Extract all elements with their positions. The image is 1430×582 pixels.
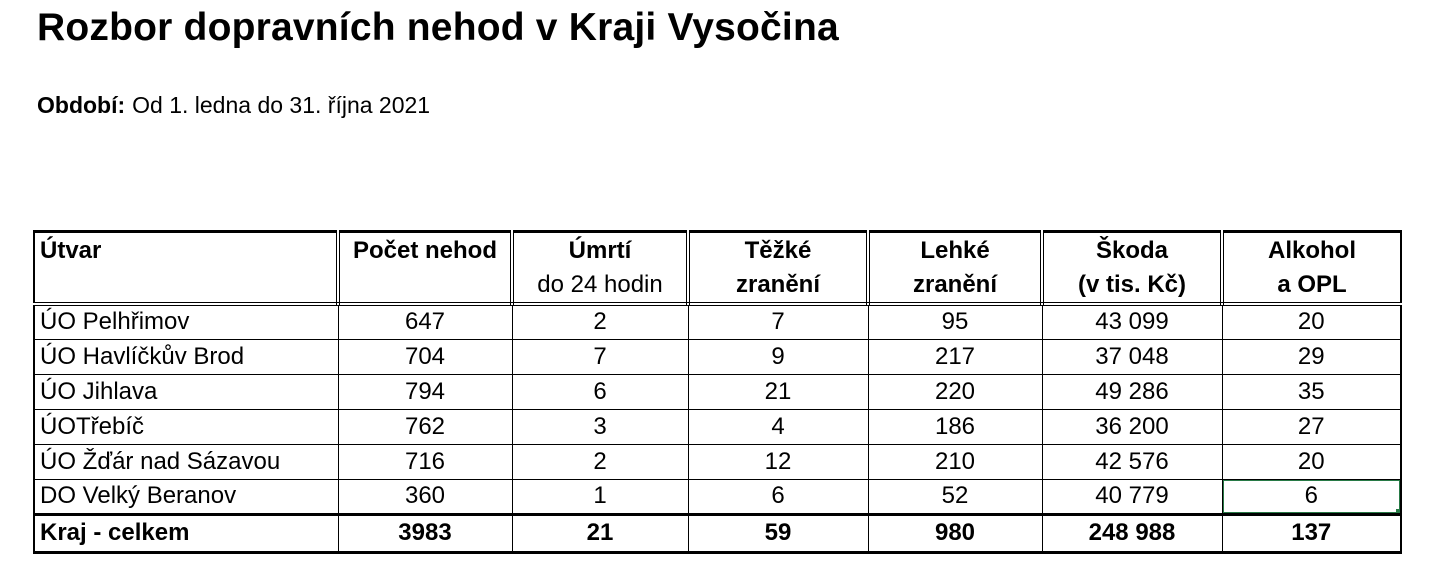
cell-umrti[interactable]: 2 [512,304,688,339]
cell-alkohol[interactable]: 35 [1222,374,1401,409]
header-line2: a OPL [1277,271,1347,298]
cell-utvar[interactable]: ÚOTřebíč [34,409,338,444]
cell-tezke-zraneni[interactable]: 59 [688,514,868,552]
header-umrti[interactable] [512,232,688,305]
report-period [37,92,430,119]
header-pocet-nehod[interactable] [338,232,512,305]
selection-fill-handle[interactable] [1396,509,1401,515]
cell-lehke-zraneni[interactable]: 220 [868,374,1042,409]
selected-cell-value: 6 [1304,482,1318,509]
cell-utvar[interactable]: ÚO Havlíčkův Brod [34,339,338,374]
header-line2: zranění [735,271,821,298]
cell-pocet-nehod[interactable]: 360 [338,479,512,514]
header-line2: zranění [912,271,998,298]
cell-tezke-zraneni[interactable]: 21 [688,374,868,409]
cell-alkohol[interactable]: 29 [1222,339,1401,374]
cell-umrti[interactable]: 1 [512,479,688,514]
cell-skoda[interactable]: 36 200 [1042,409,1222,444]
report-title: Rozbor dopravních nehod v Kraji Vysočina [37,6,839,49]
cell-pocet-nehod[interactable]: 762 [338,409,512,444]
header-tezke-zraneni[interactable] [688,232,868,305]
cell-skoda[interactable]: 37 048 [1042,339,1222,374]
header-line2: do 24 hodin [537,271,663,298]
cell-tezke-zraneni[interactable]: 7 [688,304,868,339]
cell-umrti[interactable]: 6 [512,374,688,409]
header-line1: Těžké [744,237,812,264]
header-line1: Počet nehod [352,237,497,264]
cell-alkohol-selected[interactable] [1222,479,1401,514]
header-row [34,232,1401,305]
cell-alkohol[interactable]: 20 [1222,444,1401,479]
cell-alkohol[interactable]: 137 [1222,514,1401,552]
accidents-table [33,230,1402,554]
cell-pocet-nehod[interactable]: 647 [338,304,512,339]
period-label: Období: [37,92,126,118]
cell-pocet-nehod[interactable]: 794 [338,374,512,409]
cell-tezke-zraneni[interactable]: 9 [688,339,868,374]
cell-skoda[interactable]: 49 286 [1042,374,1222,409]
cell-pocet-nehod[interactable]: 704 [338,339,512,374]
cell-skoda[interactable]: 40 779 [1042,479,1222,514]
cell-utvar[interactable]: ÚO Žďár nad Sázavou [34,444,338,479]
cell-alkohol[interactable]: 20 [1222,304,1401,339]
cell-pocet-nehod[interactable]: 716 [338,444,512,479]
cell-utvar[interactable]: Kraj - celkem [34,514,338,552]
header-utvar[interactable] [34,232,338,305]
table-row [34,409,1401,444]
cell-pocet-nehod[interactable]: 3983 [338,514,512,552]
cell-umrti[interactable]: 3 [512,409,688,444]
cell-lehke-zraneni[interactable]: 95 [868,304,1042,339]
cell-umrti[interactable]: 2 [512,444,688,479]
cell-skoda[interactable]: 43 099 [1042,304,1222,339]
cell-tezke-zraneni[interactable]: 4 [688,409,868,444]
cell-lehke-zraneni[interactable]: 217 [868,339,1042,374]
cell-tezke-zraneni[interactable]: 6 [688,479,868,514]
header-line2: (v tis. Kč) [1077,271,1187,298]
table-row [34,444,1401,479]
period-value: Od 1. ledna do 31. října 2021 [132,92,431,118]
cell-lehke-zraneni[interactable]: 980 [868,514,1042,552]
cell-umrti[interactable]: 7 [512,339,688,374]
header-skoda[interactable] [1042,232,1222,305]
header-lehke-zraneni[interactable] [868,232,1042,305]
table-row [34,304,1401,339]
cell-utvar[interactable]: ÚO Pelhřimov [34,304,338,339]
cell-utvar[interactable]: DO Velký Beranov [34,479,338,514]
cell-utvar[interactable]: ÚO Jihlava [34,374,338,409]
cell-lehke-zraneni[interactable]: 186 [868,409,1042,444]
header-line1: Úmrtí [568,237,632,264]
table-row [34,339,1401,374]
table-row [34,374,1401,409]
cell-umrti[interactable]: 21 [512,514,688,552]
header-line1: Škoda [1095,237,1169,264]
header-line1: Lehké [920,237,990,264]
header-line1: Útvar [40,237,102,264]
table-row [34,479,1401,514]
table-row-total [34,514,1401,552]
cell-lehke-zraneni[interactable]: 210 [868,444,1042,479]
cell-skoda[interactable]: 248 988 [1042,514,1222,552]
cell-tezke-zraneni[interactable]: 12 [688,444,868,479]
header-alkohol[interactable] [1222,232,1401,305]
header-line1: Alkohol [1268,237,1356,264]
cell-skoda[interactable]: 42 576 [1042,444,1222,479]
cell-alkohol[interactable]: 27 [1222,409,1401,444]
cell-lehke-zraneni[interactable]: 52 [868,479,1042,514]
